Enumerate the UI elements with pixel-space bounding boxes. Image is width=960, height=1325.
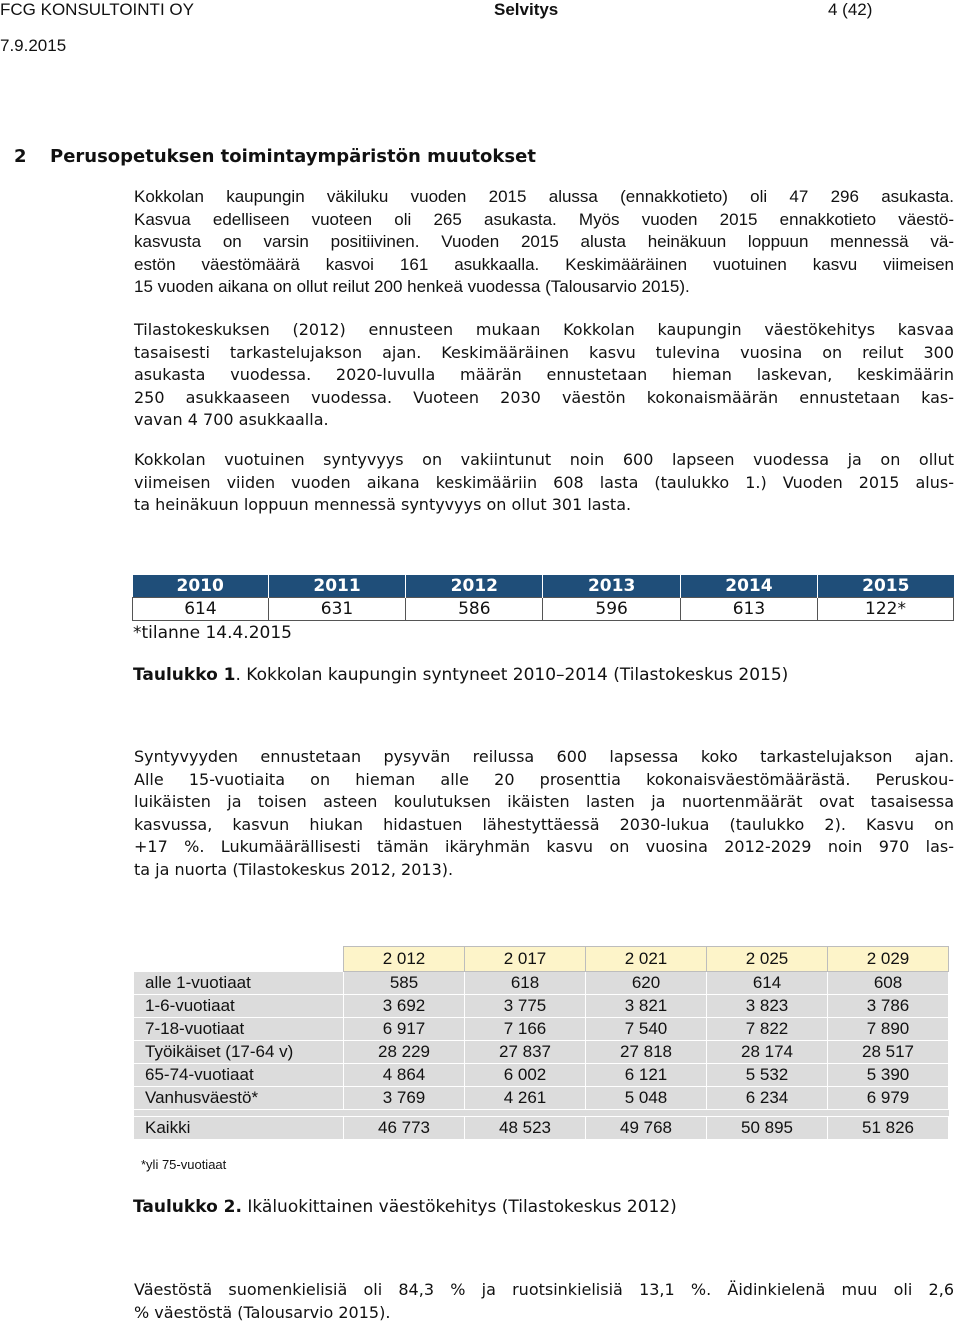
table1-footnote: *tilanne 14.4.2015 xyxy=(133,623,292,643)
row-label: 65-74-vuotiaat xyxy=(134,1064,344,1087)
paragraph-line: ta ja nuorta (Tilastokeskus 2012, 2013). xyxy=(134,859,454,879)
table-row xyxy=(134,972,949,995)
paragraph-line: viimeisen viiden vuoden aikana keskimääriin 608 lasta (taulukko 1.) Vuoden 2015 alus- xyxy=(134,472,954,492)
section-heading xyxy=(14,146,536,167)
value-cell: 28 229 xyxy=(344,1041,465,1064)
value-cell: 5 532 xyxy=(707,1064,828,1087)
paragraph-line: tasaisesti tarkastelujakson ajan. Keskimääräinen kasvu tulevina vuosina on reilut 300 xyxy=(134,342,954,362)
value-cell: 608 xyxy=(828,972,949,995)
year-header: 2012 xyxy=(406,575,543,598)
value-cell: 6 002 xyxy=(465,1064,586,1087)
paragraph-line: kasvusta on varsin positiivinen. Vuoden 2015 alusta heinäkuun loppuun mennessä vä- xyxy=(134,232,954,251)
value-cell: 3 786 xyxy=(828,995,949,1018)
value-cell: 51 826 xyxy=(828,1117,949,1140)
caption-label: Taulukko 2. xyxy=(133,1197,242,1217)
spacer-cell xyxy=(465,1110,586,1117)
row-label: Vanhusväestö* xyxy=(134,1087,344,1110)
value-cell: 5 048 xyxy=(586,1087,707,1110)
value-cell: 4 864 xyxy=(344,1064,465,1087)
value-cell: 7 540 xyxy=(586,1018,707,1041)
paragraph-line: vavan 4 700 asukkaalla. xyxy=(134,410,329,429)
year-header: 2011 xyxy=(268,575,405,598)
paragraph-birthrate xyxy=(134,449,954,517)
spacer-cell xyxy=(707,1110,828,1117)
paragraph-line: Alle 15-vuotiaita on hieman alle 20 prosenttia kokonaisväestömäärästä. Peruskou- xyxy=(134,769,954,789)
age-table-header-row xyxy=(134,947,949,972)
births-table-header-row xyxy=(133,575,954,598)
value-cell: 6 979 xyxy=(828,1087,949,1110)
caption-text: . Kokkolan kaupungin syntyneet 2010–2014 (Tilastokeskus 2015) xyxy=(235,665,789,685)
row-label: Työikäiset (17-64 v) xyxy=(134,1041,344,1064)
births-cell: 586 xyxy=(406,598,543,621)
paragraph-population xyxy=(134,186,954,299)
table1-caption xyxy=(133,665,788,685)
value-cell: 3 692 xyxy=(344,995,465,1018)
section-title: Perusopetuksen toimintaympäristön muutokset xyxy=(50,146,536,167)
row-label: 7-18-vuotiaat xyxy=(134,1018,344,1041)
value-cell: 3 769 xyxy=(344,1087,465,1110)
value-cell: 6 917 xyxy=(344,1018,465,1041)
company-name: FCG KONSULTOINTI OY xyxy=(0,0,194,19)
document-type: Selvitys xyxy=(494,0,559,19)
year-header: 2 029 xyxy=(828,947,949,972)
year-header: 2 012 xyxy=(344,947,465,972)
paragraph-line: 250 asukkaaseen vuodessa. Vuoteen 2030 väestön kokonaismäärän ennustetaan kas- xyxy=(134,387,954,407)
value-cell: 7 890 xyxy=(828,1018,949,1041)
table-row xyxy=(134,1064,949,1087)
year-header: 2 021 xyxy=(586,947,707,972)
table-spacer-row xyxy=(134,1110,949,1117)
section-number: 2 xyxy=(14,146,27,167)
row-label: 1-6-vuotiaat xyxy=(134,995,344,1018)
paragraph-line: +17 %. Lukumäärällisesti tämän ikäryhmän kasvu on vuosina 2012-2029 noin 970 las- xyxy=(134,837,954,856)
paragraph-line: kasvussa, kasvun hiukan hidastuen lähestyttäessä 2030-lukua (taulukko 2). Kasvu on xyxy=(134,814,954,834)
caption-text: Ikäluokittainen väestökehitys (Tilastokeskus 2012) xyxy=(241,1197,677,1217)
paragraph-languages xyxy=(134,1279,954,1324)
paragraph-line: Syntyvyyden ennustetaan pysyvän reilussa 600 lapsessa koko tarkastelujakson ajan. xyxy=(134,747,954,766)
births-cell: 614 xyxy=(133,598,269,621)
row-label: alle 1-vuotiaat xyxy=(134,972,344,995)
year-header: 2014 xyxy=(680,575,817,598)
paragraph-line: asukasta vuodessa. 2020-luvulla määrän ennustetaan hieman laskevan, keskimäärin xyxy=(134,365,954,384)
value-cell: 7 822 xyxy=(707,1018,828,1041)
paragraph-line: 15 vuoden aikana on ollut reilut 200 henkeä vuodessa (Talousarvio 2015). xyxy=(134,277,690,296)
age-group-table xyxy=(133,946,949,1140)
value-cell: 50 895 xyxy=(707,1117,828,1140)
births-cell: 596 xyxy=(543,598,680,621)
year-header: 2015 xyxy=(818,575,954,598)
year-header: 2 017 xyxy=(465,947,586,972)
value-cell: 3 775 xyxy=(465,995,586,1018)
value-cell: 6 121 xyxy=(586,1064,707,1087)
paragraph-line: Väestöstä suomenkielisiä oli 84,3 % ja ruotsinkielisiä 13,1 %. Äidinkielenä muu oli 2,6 xyxy=(134,1280,954,1299)
births-table xyxy=(132,575,954,621)
table2-caption xyxy=(133,1197,677,1217)
page-number: 4 (42) xyxy=(828,0,873,19)
paragraph-line: % väestöstä (Talousarvio 2015). xyxy=(134,1302,391,1322)
paragraph-line: ta heinäkuun loppuun mennessä syntyvyys on ollut 301 lasta. xyxy=(134,495,632,514)
value-cell: 4 261 xyxy=(465,1087,586,1110)
births-cell: 122* xyxy=(818,598,954,621)
value-cell: 7 166 xyxy=(465,1018,586,1041)
value-cell: 3 821 xyxy=(586,995,707,1018)
empty-header-cell xyxy=(134,947,344,972)
value-cell: 618 xyxy=(465,972,586,995)
births-cell: 631 xyxy=(268,598,405,621)
paragraph-line: Kasvua edelliseen vuoteen oli 265 asukasta. Myös vuoden 2015 ennakkotieto väestö- xyxy=(134,209,954,229)
year-header: 2 025 xyxy=(707,947,828,972)
document-date: 7.9.2015 xyxy=(0,36,67,55)
value-cell: 614 xyxy=(707,972,828,995)
table2-footnote: *yli 75-vuotiaat xyxy=(141,1157,227,1172)
spacer-cell xyxy=(134,1110,344,1117)
paragraph-line: estön väestömäärä kasvoi 161 asukkaalla. Keskimääräinen vuotuinen kasvu viimeisen xyxy=(134,254,954,274)
value-cell: 49 768 xyxy=(586,1117,707,1140)
value-cell: 27 837 xyxy=(465,1041,586,1064)
paragraph-forecast xyxy=(134,319,954,432)
spacer-cell xyxy=(586,1110,707,1117)
spacer-cell xyxy=(828,1110,949,1117)
value-cell: 3 823 xyxy=(707,995,828,1018)
table-row xyxy=(134,1041,949,1064)
year-header: 2013 xyxy=(543,575,680,598)
table-row xyxy=(134,1018,949,1041)
births-cell: 613 xyxy=(680,598,817,621)
table-row-total xyxy=(134,1117,949,1140)
paragraph-line: luikäisten ja toisen asteen koulutuksen ikäisten lasten ja nuortenmäärät ovat tasaisessa xyxy=(134,792,954,811)
value-cell: 28 174 xyxy=(707,1041,828,1064)
spacer-cell xyxy=(344,1110,465,1117)
value-cell: 46 773 xyxy=(344,1117,465,1140)
value-cell: 5 390 xyxy=(828,1064,949,1087)
value-cell: 620 xyxy=(586,972,707,995)
value-cell: 48 523 xyxy=(465,1117,586,1140)
table-row xyxy=(134,995,949,1018)
caption-label: Taulukko 1 xyxy=(133,665,236,685)
table-row xyxy=(134,1087,949,1110)
value-cell: 585 xyxy=(344,972,465,995)
paragraph-age-groups xyxy=(134,746,954,881)
value-cell: 27 818 xyxy=(586,1041,707,1064)
paragraph-line: Tilastokeskuksen (2012) ennusteen mukaan Kokkolan kaupungin väestökehitys kasvaa xyxy=(134,320,954,339)
paragraph-line: Kokkolan vuotuinen syntyvyys on vakiintunut noin 600 lapseen vuodessa ja on ollut xyxy=(134,450,954,469)
row-label: Kaikki xyxy=(134,1117,344,1140)
table-row xyxy=(133,598,954,621)
value-cell: 28 517 xyxy=(828,1041,949,1064)
value-cell: 6 234 xyxy=(707,1087,828,1110)
year-header: 2010 xyxy=(133,575,269,598)
paragraph-line: Kokkolan kaupungin väkiluku vuoden 2015 alussa (ennakkotieto) oli 47 296 asukasta. xyxy=(134,187,954,206)
